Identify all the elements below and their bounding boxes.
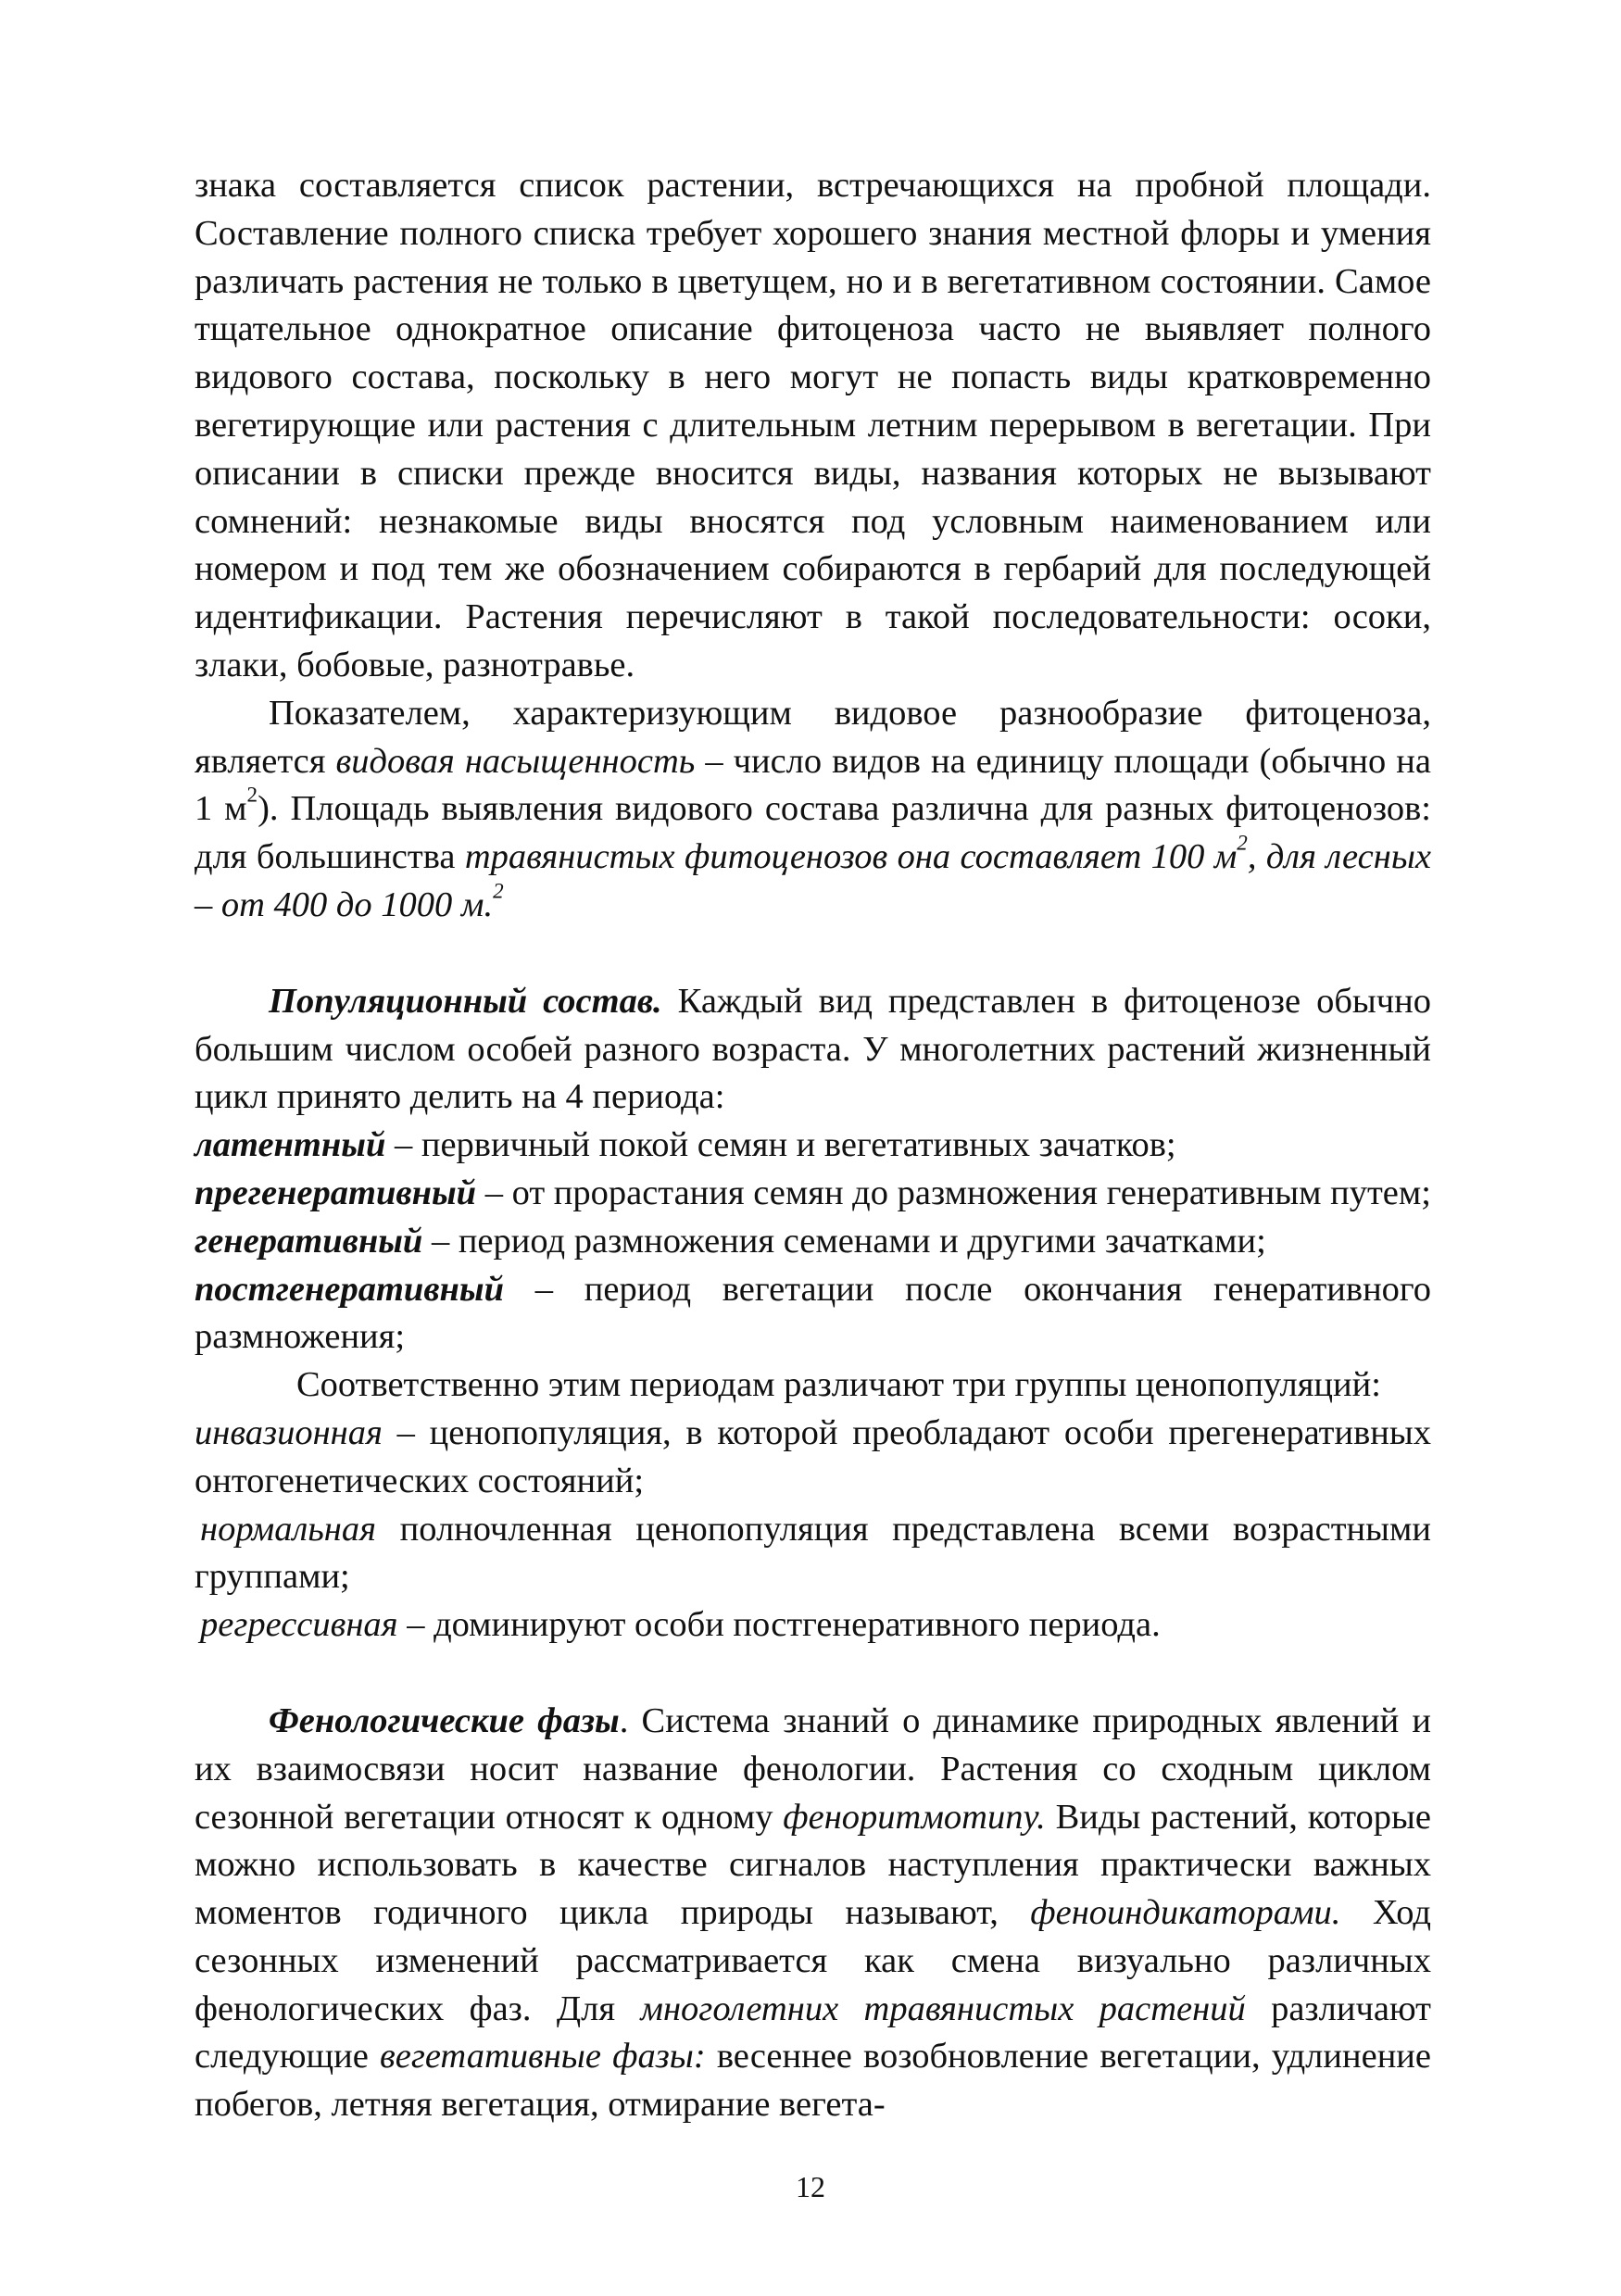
period-term: постгенеративный xyxy=(195,1269,505,1309)
text-run: Показателем, характеризующим видовое разнообразие фитоценоза, является xyxy=(195,693,1431,781)
italic-run: травянистых фитоценозов она составляет 100 м xyxy=(464,837,1238,877)
spacer xyxy=(195,930,1431,978)
group-text: полночленная ценопопуляция представлена всеми возрастными группами; xyxy=(195,1509,1431,1597)
group-item xyxy=(195,1506,1431,1602)
paragraph-groups-intro: Соответственно этим периодам различают три группы ценопопуляций: xyxy=(296,1365,1381,1405)
text-run: Виды растений, которые можно использовать в качестве сигналов наступления практически важных моментов годичного цикла природы называют, xyxy=(195,1797,1432,1933)
paragraph-species-saturation xyxy=(195,690,1431,930)
section-heading-population: Популяционный состав. xyxy=(269,981,662,1021)
superscript: 2 xyxy=(246,782,258,807)
group-term: регрессивная xyxy=(200,1605,398,1645)
period-item xyxy=(195,1170,1431,1218)
italic-run: многолетних травянистых растений xyxy=(640,1989,1246,2028)
text-run: ). Площадь выявления видового состава различна для разных фитоценозов: для большинства xyxy=(195,789,1431,877)
text-run: . Система знаний о динамике природных явлений и их взаимосвязи носит название фенологии. Растения со сходным циклом сезонной вегетации относят к одному xyxy=(195,1700,1431,1837)
text-run: Каждый вид представлен в фитоценозе обычно большим числом особей разного возраста. У многолетних растений жизненный цикл принято делить на 4 периода: xyxy=(195,981,1431,1117)
group-text: – ценопопуляция, в которой преобладают особи прегенеративных онтогенетических состояний; xyxy=(195,1412,1431,1500)
period-text: – от прорастания семян до размножения генеративным путем; xyxy=(476,1173,1431,1212)
page-number: 12 xyxy=(796,2170,825,2203)
paragraph-population-composition xyxy=(195,978,1431,1122)
section-heading-phenology: Фенологические фазы xyxy=(269,1700,620,1740)
group-item xyxy=(195,1410,1431,1506)
group-text: – доминируют особи постгенеративного периода. xyxy=(397,1605,1161,1645)
term-vegetative-phases: вегетативные фазы: xyxy=(380,2037,706,2076)
period-term: латентный xyxy=(195,1125,386,1165)
period-item xyxy=(195,1266,1431,1362)
paragraph-species-list: знака составляется список растении, встречающихся на пробной площади. Составление полного списка требует хорошего знания местной флоры и умения различать растения не только в цветущем, но и в вегетативном состоянии. Самое тщательное однократное описание фитоценоза часто не выявляет полного видового состава, поскольку в него могут не попасть виды кратковременно вегетирующие или растения с длительным летним перерывом в вегетации. При описании в списки прежде вносится виды, названия которых не вызывают сомнений: незнакомые виды вносятся под условным наименованием или номером и под тем же обозначением собираются в гербарий для последующей идентификации. Растения перечисляют в такой последовательности: осоки, злаки, бобовые, разнотравье. xyxy=(195,166,1431,684)
spacer xyxy=(195,1650,1431,1698)
period-text: – период размножения семенами и другими зачатками; xyxy=(422,1221,1266,1261)
text-run: Ход сезонных изменений рассматривается как смена визуально различных фенологических фаз. Для xyxy=(195,1893,1432,2028)
group-term: инвазионная xyxy=(195,1412,383,1452)
term-phenorhythmotype: феноритмотипу. xyxy=(783,1797,1046,1837)
group-term: нормальная xyxy=(200,1509,377,1549)
period-term: прегенеративный xyxy=(195,1173,477,1212)
text-run: различают следующие xyxy=(195,1989,1431,2076)
page-body xyxy=(195,162,1431,2129)
period-item xyxy=(195,1122,1431,1170)
superscript: 2 xyxy=(1237,830,1248,855)
group-item xyxy=(195,1601,1431,1650)
term-species-saturation: видовая насыщенность xyxy=(335,741,696,781)
superscript: 2 xyxy=(493,878,504,903)
period-text: – период вегетации после окончания генеративного размножения; xyxy=(195,1269,1431,1357)
term-phenoindicators: феноиндикаторами. xyxy=(1030,1893,1341,1933)
text-run: – число видов на единицу площади (обычно на 1 м xyxy=(195,741,1431,829)
period-term: генеративный xyxy=(195,1221,423,1261)
text-run: весеннее возобновление вегетации, удлинение побегов, летняя вегетация, отмирание вегета- xyxy=(195,2037,1431,2125)
paragraph-phenological-phases xyxy=(195,1698,1431,2129)
period-item xyxy=(195,1218,1431,1266)
period-text: – первичный покой семян и вегетативных зачатков; xyxy=(385,1125,1176,1165)
italic-run: , для лесных – от 400 до 1000 м. xyxy=(195,837,1431,924)
